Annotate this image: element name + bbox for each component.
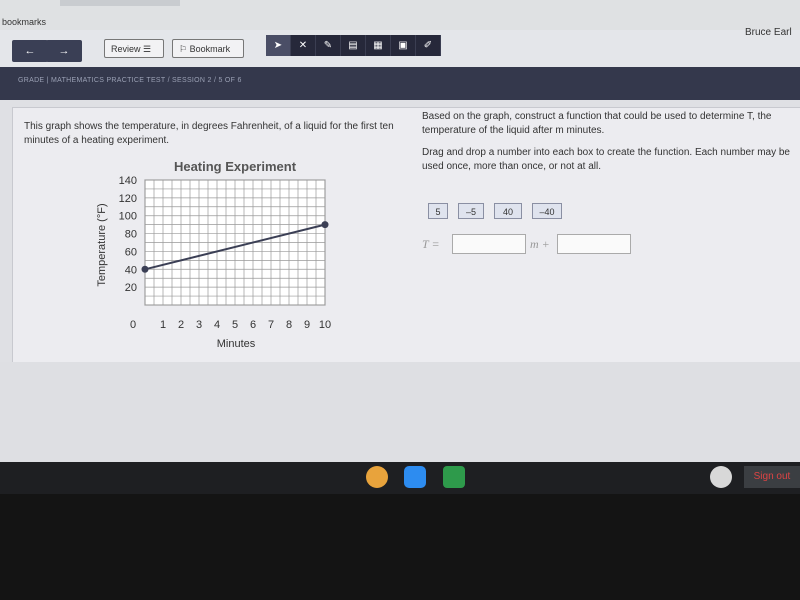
- x-axis-label: Minutes: [216, 338, 256, 350]
- review-button[interactable]: [104, 39, 164, 58]
- highlighter-tool-icon[interactable]: ✐: [416, 35, 441, 56]
- x-tick-label: 8: [285, 319, 293, 331]
- question-prompt: Based on the graph, construct a function that could be used to determine T, the temperature of the liquid after m minutes.: [422, 111, 772, 136]
- chart-title: Heating Experiment: [173, 159, 297, 174]
- y-tick-label: 20: [124, 282, 137, 295]
- sign-out-button[interactable]: Sign out: [744, 466, 800, 488]
- data-point: [322, 221, 329, 228]
- tool-group: [266, 35, 441, 56]
- browser-tab[interactable]: [60, 0, 180, 6]
- data-point: [142, 266, 149, 273]
- x-tick-label: 0: [129, 319, 137, 331]
- y-tick-label: 100: [118, 210, 137, 223]
- y-tick-label: 40: [124, 264, 137, 277]
- y-tick-label: 60: [124, 246, 137, 259]
- pencil-tool-icon[interactable]: ✎: [316, 35, 341, 56]
- video-call-icon[interactable]: [404, 466, 426, 488]
- slope-drop-box[interactable]: [452, 234, 526, 254]
- review-label: Review ☰: [111, 44, 152, 54]
- back-button[interactable]: ←: [12, 40, 48, 62]
- bookmark-icon: ⚐: [179, 44, 188, 54]
- notepad-tool-icon[interactable]: ▣: [391, 35, 416, 56]
- y-axis-label: Temperature (°F): [96, 203, 108, 287]
- pointer-tool-icon[interactable]: ➤: [266, 35, 291, 56]
- function-row: [422, 234, 800, 254]
- account-avatar[interactable]: [710, 466, 732, 488]
- function-T-label: T =: [422, 237, 440, 251]
- browser-bookmarks-bar: [0, 0, 800, 30]
- x-tick-label: 9: [303, 319, 311, 331]
- forward-button[interactable]: →: [46, 40, 82, 62]
- breadcrumb: GRADE | MATHEMATICS PRACTICE TEST / SESSION 2 / 5 OF 6: [18, 77, 242, 84]
- x-tick-label: 7: [267, 319, 275, 331]
- calculator-tool-icon[interactable]: ▤: [341, 35, 366, 56]
- chart-grid: [145, 180, 325, 305]
- function-m-label: m +: [530, 237, 550, 251]
- y-tick-label: 120: [118, 192, 137, 205]
- tile-5[interactable]: 5: [428, 203, 448, 219]
- x-tick-label: 5: [231, 319, 239, 331]
- x-tick-label: 10: [318, 319, 332, 331]
- question-directions: Drag and drop a number into each box to create the function. Each number may be used once, more than once, or not at all.: [422, 147, 790, 172]
- y-tick-label: 140: [118, 175, 137, 187]
- graph-description: This graph shows the temperature, in degrees Fahrenheit, of a liquid for the first ten minutes of a heating experiment.: [24, 121, 394, 146]
- bookmark-button[interactable]: [172, 39, 244, 58]
- tile-40[interactable]: 40: [494, 203, 522, 219]
- user-name: Bruce Earl: [745, 27, 792, 38]
- lower-background: [0, 362, 800, 462]
- x-tick-label: 3: [195, 319, 203, 331]
- classroom-icon[interactable]: [443, 466, 465, 488]
- bookmarks-label[interactable]: bookmarks: [2, 17, 47, 27]
- tile-neg-40[interactable]: –40: [532, 203, 562, 219]
- y-tick-label: 80: [124, 228, 137, 241]
- heating-chart: [90, 155, 340, 355]
- bookmark-label: Bookmark: [189, 44, 231, 54]
- x-tick-label: 2: [177, 319, 185, 331]
- chrome-icon[interactable]: [366, 466, 388, 488]
- x-tick-label: 1: [159, 319, 167, 331]
- os-shelf: [0, 462, 800, 494]
- x-tick-label: 6: [249, 319, 257, 331]
- number-tiles: [428, 203, 562, 219]
- tile-neg-5[interactable]: –5: [458, 203, 484, 219]
- reference-tool-icon[interactable]: ▦: [366, 35, 391, 56]
- x-tick-label: 4: [213, 319, 221, 331]
- intercept-drop-box[interactable]: [557, 234, 631, 254]
- question-instructions: [422, 110, 800, 182]
- eliminator-tool-icon[interactable]: ✕: [291, 35, 316, 56]
